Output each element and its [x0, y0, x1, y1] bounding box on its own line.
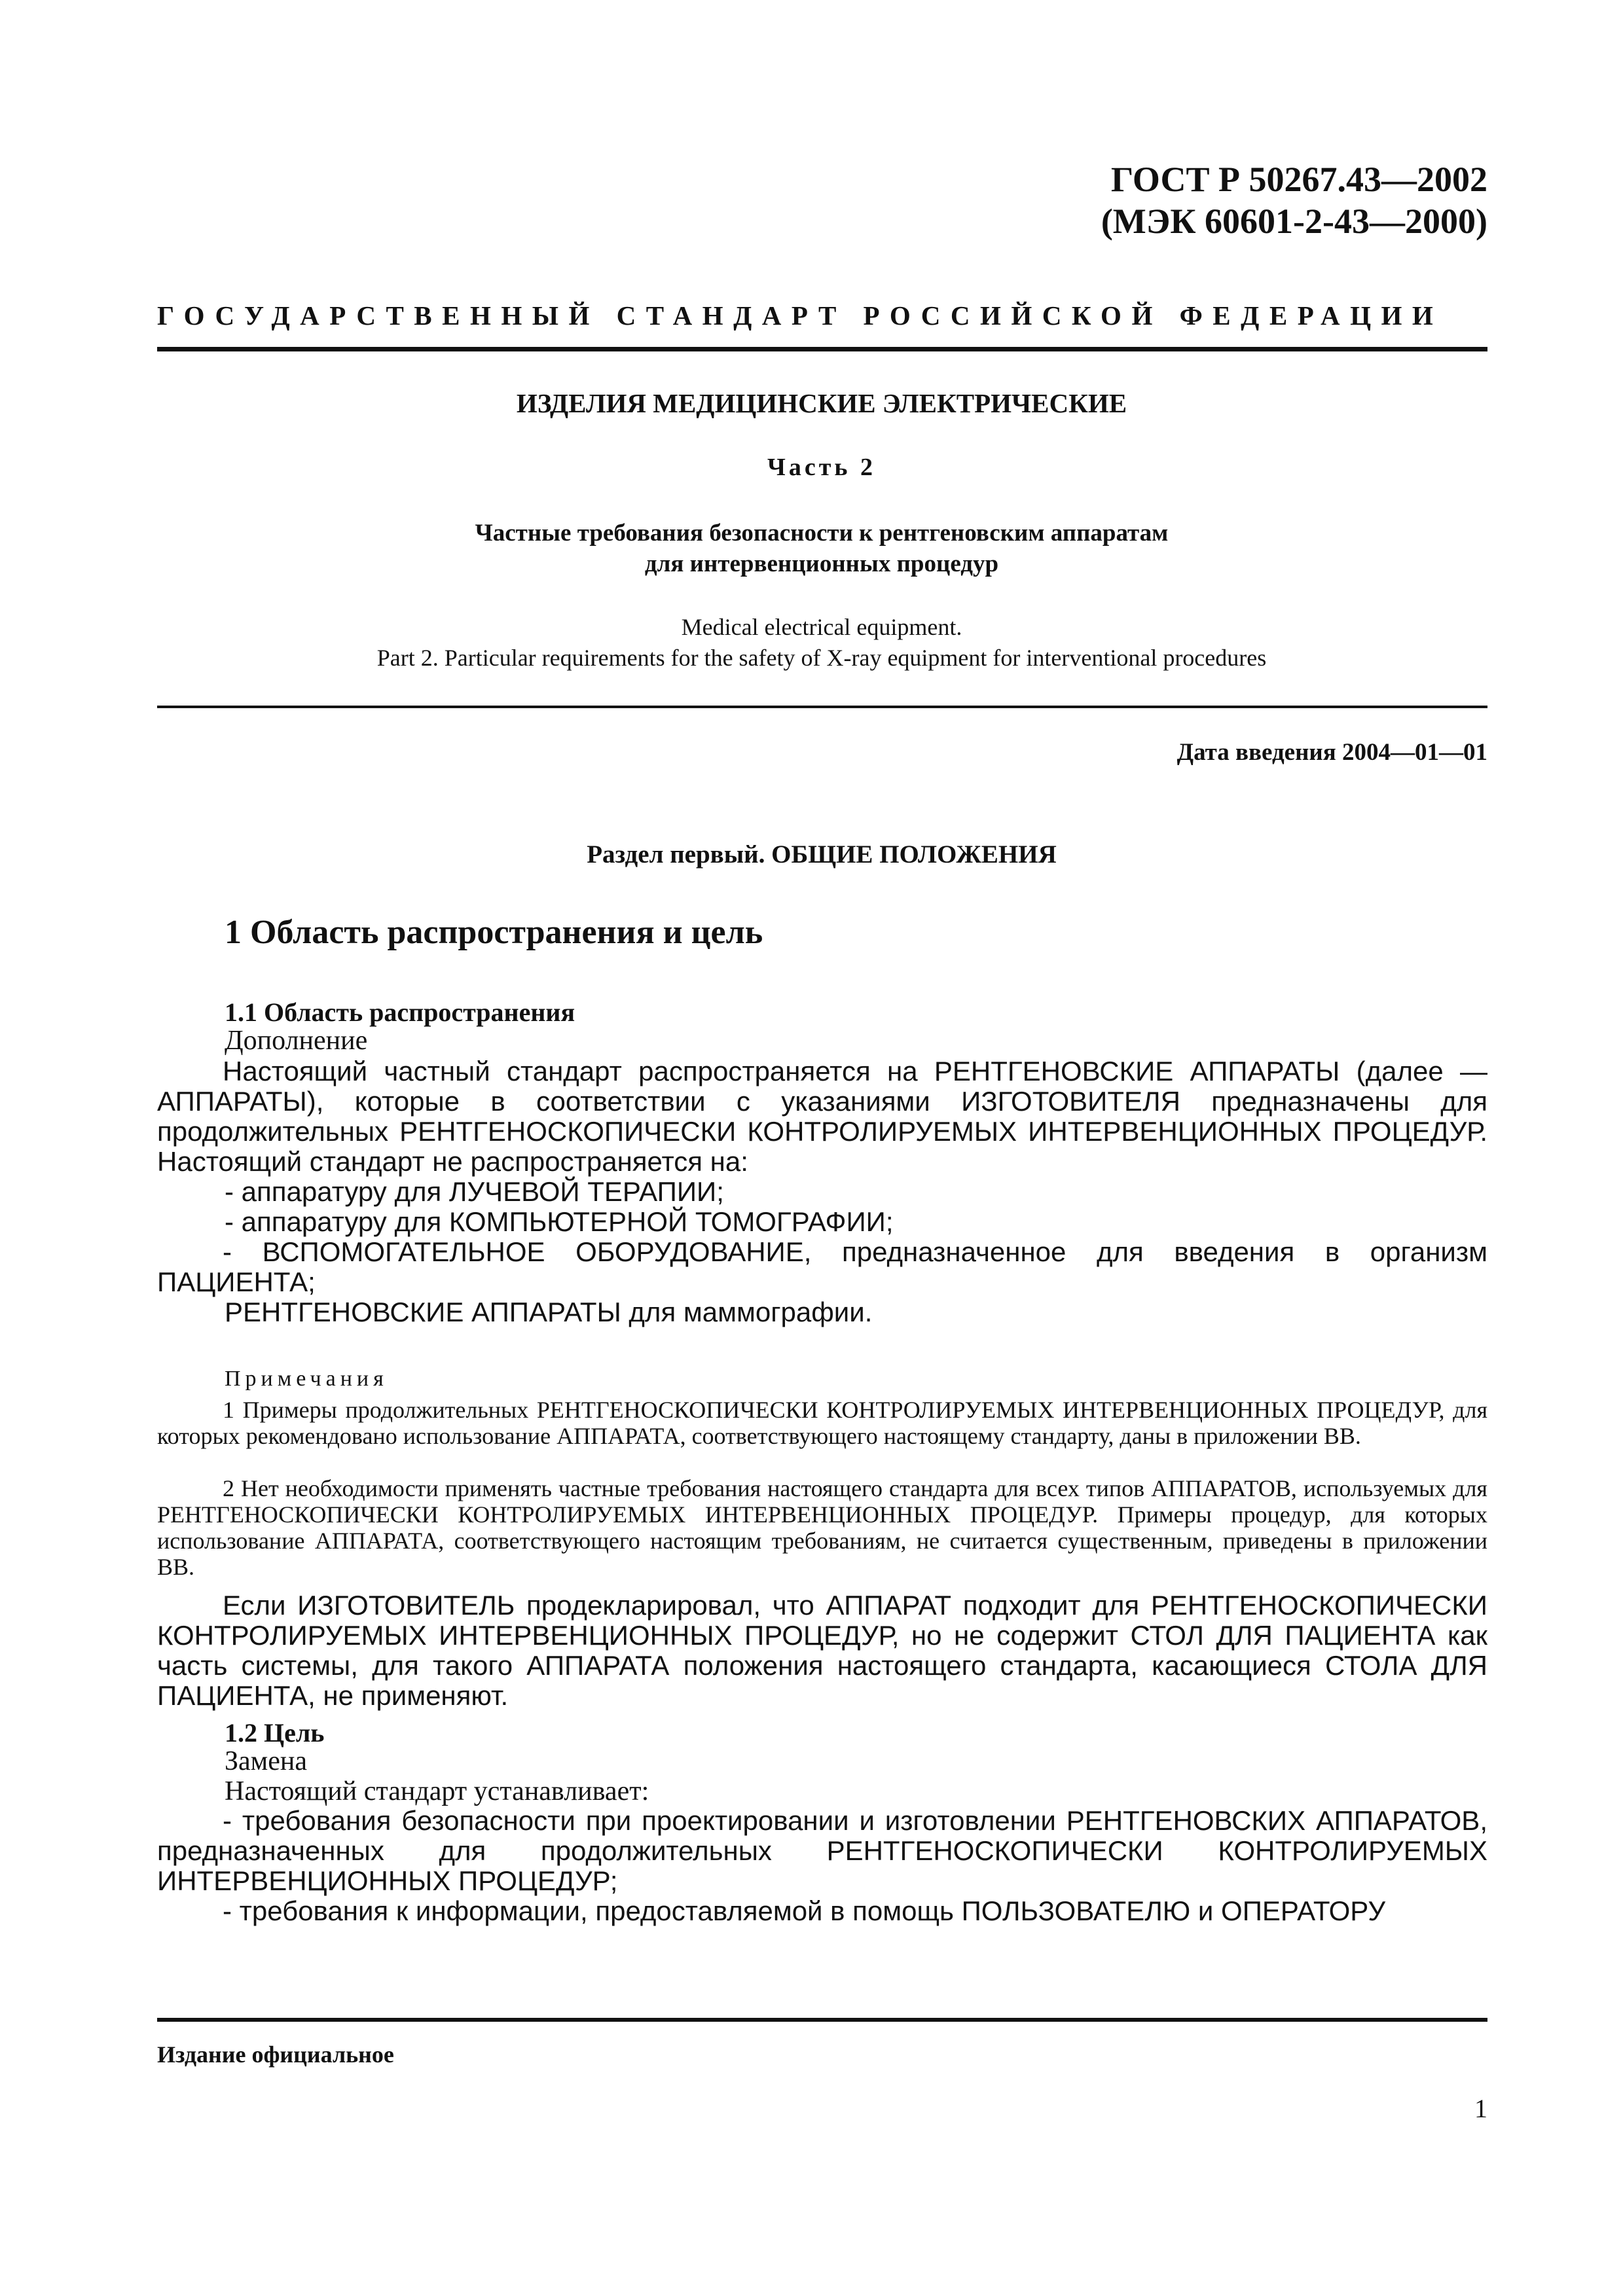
exclusion-item: - ВСПОМОГАТЕЛЬНОЕ ОБОРУДОВАНИЕ, предназначенное для введения в организм ПАЦИЕНТА; [157, 1236, 1487, 1297]
document-title: ИЗДЕЛИЯ МЕДИЦИНСКИЕ ЭЛЕКТРИЧЕСКИЕ [516, 388, 1127, 418]
purpose-item: - требования к информации, предоставляемой в помощь ПОЛЬЗОВАТЕЛЮ и ОПЕРАТОРУ [223, 1895, 1386, 1926]
purpose-intro: Настоящий стандарт устанавливает: [225, 1776, 649, 1806]
addition-label: Дополнение [225, 1026, 368, 1056]
manufacturer-paragraph: Если ИЗГОТОВИТЕЛЬ продекларировал, что АППАРАТ подходит для РЕНТГЕНОСКОПИЧЕСКИ КОНТРОЛИРУЕМЫХ ИНТЕРВЕНЦИОННЫХ ПРОЦЕДУР, но не содержит СТОЛ ДЛЯ ПАЦИЕНТА как часть системы, для такого АППАРАТА положения настоящего стандарта, касающиеся СТОЛА ДЛЯ ПАЦИЕНТА, не применяют. [157, 1590, 1487, 1711]
header-rule [157, 347, 1487, 351]
title-rule [157, 706, 1487, 708]
part-label: Часть 2 [767, 454, 876, 481]
note-1: 1 Примеры продолжительных РЕНТГЕНОСКОПИЧЕСКИ КОНТРОЛИРУЕМЫХ ИНТЕРВЕНЦИОННЫХ ПРОЦЕДУР, для которых рекомендовано использование АППАРАТА, соответствующего настоящему стандарту, даны в приложении ВВ. [157, 1397, 1487, 1449]
exclusion-item: РЕНТГЕНОВСКИЕ АППАРАТЫ для маммографии. [225, 1297, 873, 1327]
footer-rule [157, 2018, 1487, 2022]
clause-1-2-heading: 1.2 Цель [225, 1718, 325, 1748]
standard-type: ГОСУДАРСТВЕННЫЙ СТАНДАРТ РОССИЙСКОЙ ФЕДЕРАЦИИ [157, 300, 1444, 331]
english-title-line-2: Part 2. Particular requirements for the safety of X-ray equipment for interventional procedures [376, 645, 1267, 671]
section-heading: Раздел первый. ОБЩИЕ ПОЛОЖЕНИЯ [587, 840, 1057, 869]
exclusion-item: - аппаратуру для КОМПЬЮТЕРНОЙ ТОМОГРАФИИ; [225, 1206, 894, 1237]
english-title-line-1: Medical electrical equipment. [681, 614, 962, 640]
notes-label: Примечания [225, 1367, 388, 1391]
page-number: 1 [1474, 2094, 1487, 2123]
exclusion-item: - аппаратуру для ЛУЧЕВОЙ ТЕРАПИИ; [225, 1176, 724, 1207]
iec-number: (МЭК 60601-2-43—2000) [1101, 202, 1487, 241]
clause-1-1-heading: 1.1 Область распространения [225, 997, 575, 1027]
purpose-item: - требования безопасности при проектировании и изготовлении РЕНТГЕНОВСКИХ АППАРАТОВ, предназначенных для продолжительных РЕНТГЕНОСКОПИЧЕСКИ КОНТРОЛИРУЕМЫХ ИНТЕРВЕНЦИОННЫХ ПРОЦЕДУР; [157, 1805, 1487, 1896]
subtitle-line-2: для интервенционных процедур [644, 550, 999, 577]
subtitle-line-1: Частные требования безопасности к рентгеновским аппаратам [475, 520, 1169, 547]
clause-1-heading: 1 Область распространения и цель [225, 914, 763, 951]
note-2: 2 Нет необходимости применять частные требования настоящего стандарта для всех типов АППАРАТОВ, используемых для РЕНТГЕНОСКОПИЧЕСКИ КОНТРОЛИРУЕМЫХ ИНТЕРВЕНЦИОННЫХ ПРОЦЕДУР. Примеры процедур, для которых использование АППАРАТА, соответствующего настоящим требованиям, не считается существенным, приведены в приложении ВВ. [157, 1475, 1487, 1580]
replacement-label: Замена [225, 1746, 308, 1776]
gost-number: ГОСТ Р 50267.43—2002 [1110, 160, 1487, 199]
scope-paragraph: Настоящий частный стандарт распространяется на РЕНТГЕНОВСКИЕ АППАРАТЫ (далее — АППАРАТЫ), которые в соответствии с указаниями ИЗГОТОВИТЕЛЯ предназначены для продолжительных РЕНТГЕНОСКОПИЧЕСКИ КОНТРОЛИРУЕМЫХ ИНТЕРВЕНЦИОННЫХ ПРОЦЕДУР. Настоящий стандарт не распространяется на: [157, 1056, 1487, 1177]
official-edition: Издание официальное [157, 2041, 394, 2068]
introduction-date: Дата введения 2004—01—01 [1176, 739, 1487, 766]
